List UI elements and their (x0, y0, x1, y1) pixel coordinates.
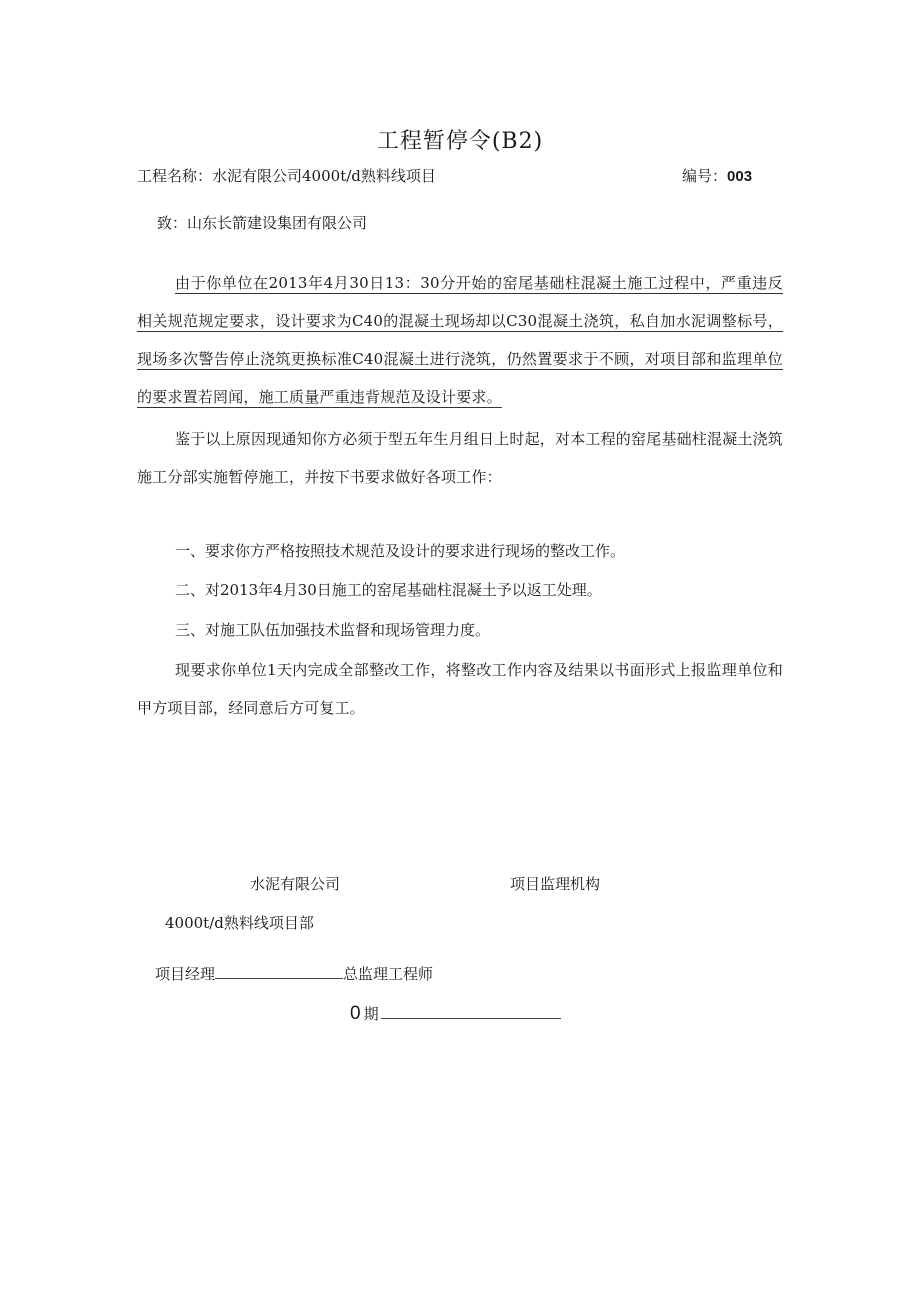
list-item: 二、对2013年4月30日施工的窑尾基础柱混凝土予以返工处理。 (175, 581, 602, 599)
chief-engineer-label: 总监理工程师 (343, 965, 434, 983)
list-item: 三、对施工队伍加强技术监督和现场管理力度。 (175, 621, 491, 639)
project-name-value: 水泥有限公司4000t/d熟料线项目 (212, 167, 436, 185)
project-name (137, 165, 436, 186)
manager-signature-line (215, 978, 343, 979)
paragraph-reason (137, 264, 783, 416)
recipient: 致：山东长箭建设集团有限公司 (157, 214, 368, 232)
manager-label: 项目经理 (155, 965, 216, 983)
date-row (350, 1003, 561, 1025)
document-number (682, 165, 752, 186)
paragraph-reason-text: 由于你单位在2013年4月30日13：30分开始的窑尾基础柱混凝土施工过程中，严重违反相关规范规定要求，设计要求为C40的混凝土现场却以C30混凝土浇筑，私自加水泥调整标号，现场多次警告停止浇筑更换标准C40混凝土进行浇筑，仍然置要求于不顾，对项目部和监理单位的要求置若罔闻，施工质量严重违背规范及设计要求。 (137, 274, 783, 406)
signature-project-dept: 4000t/d熟料线项目部 (165, 914, 314, 932)
document-title: 工程暂停令(B2) (376, 129, 544, 154)
paragraph-notice: 鉴于以上原因现通知你方必须于型五年生月组日上时起，对本工程的窑尾基础柱混凝土浇筑施工分部实施暂停施工，并按下书要求做好各项工作： (137, 430, 784, 486)
signature-company: 水泥有限公司 (250, 875, 341, 893)
document-number-label: 编号： (682, 167, 728, 185)
signature-line-row (155, 963, 433, 984)
date-signature-line (381, 1018, 561, 1019)
project-name-label: 工程名称： (137, 167, 213, 185)
date-label: 期 (363, 1005, 379, 1023)
paragraph-requirement: 现要求你单位1天内完成全部整改工作，将整改工作内容及结果以书面形式上报监理单位和甲方项目部，经同意后方可复工。 (137, 661, 783, 717)
signature-supervision: 项目监理机构 (510, 875, 601, 893)
list-item: 一、要求你方严格按照技术规范及设计的要求进行现场的整改工作。 (175, 542, 626, 560)
document-number-value: 003 (727, 168, 753, 185)
date-prefix: 0 (350, 1003, 361, 1024)
